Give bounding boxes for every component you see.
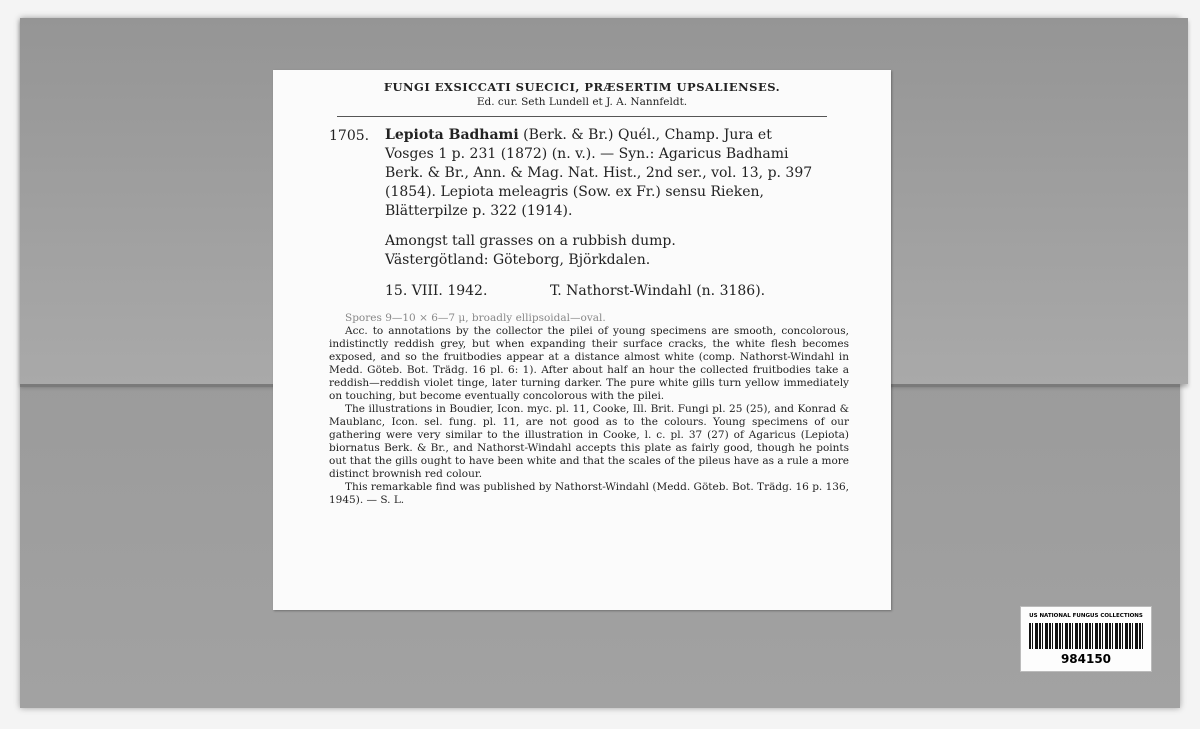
exsiccata-label	[273, 70, 891, 610]
collector: T. Nathorst-Windahl (n. 3186).	[550, 283, 766, 299]
collection-date: 15. VIII. 1942.	[385, 283, 488, 299]
habitat-line: Amongst tall grasses on a rubbish dump.	[385, 233, 676, 249]
taxon-citation: (Berk. & Br.) Quél., Champ. Jura et Vosges 1 p. 231 (1872) (n. v.). — Syn.: Agaricus Badhami Berk. & Br., Ann. & Mag. Nat. Hist., 2nd ser., vol. 13, p. 397 (1854). Lepiota meleagris (Sow. ex Fr.) sensu Rieken, Blätterpilze p. 322 (1914).	[385, 127, 813, 219]
taxon-entry	[385, 126, 825, 221]
notes-paragraph-3: This remarkable find was published by Nathorst-Windahl (Medd. Göteb. Bot. Trädg. 16 p. 136, 1945). — S. L.	[329, 481, 849, 506]
habitat-block	[385, 232, 825, 270]
barcode-label	[1020, 606, 1152, 672]
notes-block	[329, 312, 849, 507]
barcode-icon	[1029, 623, 1143, 649]
barcode-number: 984150	[1060, 652, 1112, 666]
editors-line: Ed. cur. Seth Lundell et J. A. Nannfeldt.	[476, 96, 688, 108]
taxon-name: Lepiota Badhami	[385, 127, 519, 143]
title-rule	[337, 116, 827, 117]
notes-paragraph-1: Acc. to annotations by the collector the pilei of young specimens are smooth, concolorous, indistinctly reddish grey, but when expanding their surface cracks, the white flesh becomes exposed, and so the fruitbodies appear at a distance almost white (comp. Nathorst-Windahl in Medd. Göteb. Bot. Trädg. 16 pl. 6: 1). After about half an hour the collected fruitbodies take a reddish—reddish violet tinge, later turning darker. The pure white gills turn yellow immediately on touching, but become eventually concolorous with the pilei.	[329, 325, 849, 402]
barcode-institution: US NATIONAL FUNGUS COLLECTIONS	[1029, 613, 1143, 619]
series-title: FUNGI EXSICCATI SUECICI, PRÆSERTIM UPSALIENSES.	[383, 80, 781, 94]
locality-line: Västergötland: Göteborg, Björkdalen.	[385, 252, 651, 268]
spore-note: Spores 9—10 × 6—7 μ, broadly ellipsoidal—oval.	[345, 312, 606, 324]
notes-paragraph-2: The illustrations in Boudier, Icon. myc. pl. 11, Cooke, Ill. Brit. Fungi pl. 25 (25), and Konrad & Maublanc, Icon. sel. fung. pl. 11, are not good as to the colours. Young specimens of our gathering were very similar to the illustration in Cooke, l. c. pl. 37 (27) of Agaricus (Lepiota) biornatus Berk. & Br., and Nathorst-Windahl accepts this plate as fairly good, though he points out that the gills ought to have been white and that the scales of the pileus have as a rule a more distinct brownish red colour.	[329, 403, 849, 480]
exsiccata-number: 1705.	[329, 128, 370, 144]
